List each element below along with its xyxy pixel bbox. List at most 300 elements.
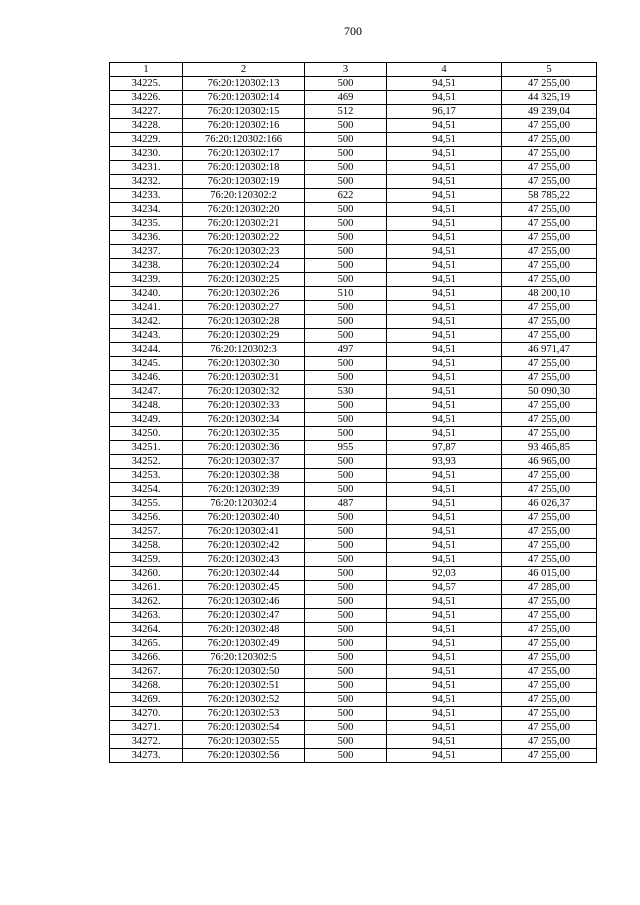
amount-cell: 47 255,00: [502, 357, 597, 371]
area-cell: 530: [305, 385, 387, 399]
table-row: [110, 525, 597, 539]
row-number-cell: 34265.: [110, 637, 183, 651]
column-header-4: 4: [387, 63, 502, 77]
table-row: [110, 637, 597, 651]
row-number-cell: 34245.: [110, 357, 183, 371]
column-header-5: 5: [502, 63, 597, 77]
cadastral-number-cell: 76:20:120302:4: [183, 497, 305, 511]
amount-cell: 46 015,00: [502, 567, 597, 581]
rate-cell: 94,51: [387, 735, 502, 749]
rate-cell: 94,51: [387, 329, 502, 343]
table-row: [110, 385, 597, 399]
table-row: [110, 455, 597, 469]
row-number-cell: 34269.: [110, 693, 183, 707]
cadastral-number-cell: 76:20:120302:46: [183, 595, 305, 609]
cadastral-number-cell: 76:20:120302:40: [183, 511, 305, 525]
rate-cell: 94,51: [387, 609, 502, 623]
table-row: [110, 343, 597, 357]
table-row: [110, 553, 597, 567]
area-cell: 500: [305, 525, 387, 539]
rate-cell: 94,51: [387, 623, 502, 637]
rate-cell: 94,51: [387, 553, 502, 567]
rate-cell: 94,51: [387, 413, 502, 427]
table-row: [110, 119, 597, 133]
amount-cell: 47 255,00: [502, 175, 597, 189]
area-cell: 500: [305, 301, 387, 315]
area-cell: 500: [305, 693, 387, 707]
table-row: [110, 133, 597, 147]
amount-cell: 47 255,00: [502, 273, 597, 287]
cadastral-number-cell: 76:20:120302:37: [183, 455, 305, 469]
area-cell: 500: [305, 623, 387, 637]
amount-cell: 47 255,00: [502, 217, 597, 231]
cadastral-number-cell: 76:20:120302:15: [183, 105, 305, 119]
amount-cell: 46 971,47: [502, 343, 597, 357]
cadastral-number-cell: 76:20:120302:45: [183, 581, 305, 595]
table-row: [110, 245, 597, 259]
cadastral-number-cell: 76:20:120302:56: [183, 749, 305, 763]
amount-cell: 47 255,00: [502, 301, 597, 315]
table-row: [110, 469, 597, 483]
amount-cell: 47 255,00: [502, 539, 597, 553]
amount-cell: 47 255,00: [502, 147, 597, 161]
table-row: [110, 399, 597, 413]
area-cell: 622: [305, 189, 387, 203]
table-row: [110, 595, 597, 609]
row-number-cell: 34264.: [110, 623, 183, 637]
amount-cell: 47 255,00: [502, 679, 597, 693]
area-cell: 955: [305, 441, 387, 455]
area-cell: 500: [305, 749, 387, 763]
table-row: [110, 427, 597, 441]
rate-cell: 94,51: [387, 245, 502, 259]
area-cell: 500: [305, 553, 387, 567]
cadastral-number-cell: 76:20:120302:35: [183, 427, 305, 441]
row-number-cell: 34231.: [110, 161, 183, 175]
amount-cell: 47 255,00: [502, 637, 597, 651]
rate-cell: 94,51: [387, 189, 502, 203]
row-number-cell: 34242.: [110, 315, 183, 329]
rate-cell: 94,51: [387, 637, 502, 651]
amount-cell: 47 255,00: [502, 609, 597, 623]
table-row: [110, 749, 597, 763]
table-row: [110, 301, 597, 315]
area-cell: 500: [305, 161, 387, 175]
amount-cell: 47 255,00: [502, 749, 597, 763]
area-cell: 500: [305, 217, 387, 231]
cadastral-number-cell: 76:20:120302:17: [183, 147, 305, 161]
row-number-cell: 34241.: [110, 301, 183, 315]
rate-cell: 94,51: [387, 651, 502, 665]
table-row: [110, 287, 597, 301]
amount-cell: 47 255,00: [502, 371, 597, 385]
rate-cell: 94,51: [387, 203, 502, 217]
table-row: [110, 651, 597, 665]
area-cell: 500: [305, 175, 387, 189]
table-row: [110, 91, 597, 105]
area-cell: 500: [305, 735, 387, 749]
cadastral-number-cell: 76:20:120302:32: [183, 385, 305, 399]
rate-cell: 94,51: [387, 497, 502, 511]
rate-cell: 94,51: [387, 679, 502, 693]
cadastral-number-cell: 76:20:120302:41: [183, 525, 305, 539]
amount-cell: 47 255,00: [502, 525, 597, 539]
amount-cell: 47 255,00: [502, 161, 597, 175]
amount-cell: 47 255,00: [502, 203, 597, 217]
rate-cell: 94,51: [387, 385, 502, 399]
row-number-cell: 34272.: [110, 735, 183, 749]
amount-cell: 47 255,00: [502, 231, 597, 245]
area-cell: 500: [305, 609, 387, 623]
cadastral-number-cell: 76:20:120302:33: [183, 399, 305, 413]
data-table: [109, 62, 597, 763]
rate-cell: 96,17: [387, 105, 502, 119]
cadastral-number-cell: 76:20:120302:166: [183, 133, 305, 147]
rate-cell: 94,57: [387, 581, 502, 595]
table-row: [110, 413, 597, 427]
row-number-cell: 34244.: [110, 343, 183, 357]
cadastral-number-cell: 76:20:120302:52: [183, 693, 305, 707]
column-header-2: 2: [183, 63, 305, 77]
amount-cell: 47 255,00: [502, 77, 597, 91]
cadastral-number-cell: 76:20:120302:14: [183, 91, 305, 105]
area-cell: 500: [305, 371, 387, 385]
table-row: [110, 147, 597, 161]
area-cell: 500: [305, 637, 387, 651]
table-row: [110, 371, 597, 385]
cadastral-number-cell: 76:20:120302:42: [183, 539, 305, 553]
area-cell: 500: [305, 329, 387, 343]
row-number-cell: 34248.: [110, 399, 183, 413]
area-cell: 500: [305, 399, 387, 413]
row-number-cell: 34256.: [110, 511, 183, 525]
rate-cell: 94,51: [387, 343, 502, 357]
table-row: [110, 567, 597, 581]
row-number-cell: 34271.: [110, 721, 183, 735]
area-cell: 500: [305, 133, 387, 147]
rate-cell: 94,51: [387, 301, 502, 315]
table-row: [110, 441, 597, 455]
amount-cell: 47 255,00: [502, 133, 597, 147]
rate-cell: 94,51: [387, 483, 502, 497]
rate-cell: 94,51: [387, 749, 502, 763]
area-cell: 500: [305, 147, 387, 161]
row-number-cell: 34263.: [110, 609, 183, 623]
cadastral-number-cell: 76:20:120302:25: [183, 273, 305, 287]
amount-cell: 47 255,00: [502, 399, 597, 413]
amount-cell: 47 255,00: [502, 623, 597, 637]
table-row: [110, 609, 597, 623]
table-row: [110, 357, 597, 371]
table-row: [110, 161, 597, 175]
table-row: [110, 721, 597, 735]
rate-cell: 94,51: [387, 665, 502, 679]
table-row: [110, 623, 597, 637]
page-number: 700: [344, 24, 362, 38]
cadastral-number-cell: 76:20:120302:55: [183, 735, 305, 749]
area-cell: 500: [305, 581, 387, 595]
table-body: [110, 77, 597, 763]
cadastral-number-cell: 76:20:120302:2: [183, 189, 305, 203]
cadastral-number-cell: 76:20:120302:18: [183, 161, 305, 175]
cadastral-number-cell: 76:20:120302:48: [183, 623, 305, 637]
row-number-cell: 34230.: [110, 147, 183, 161]
rate-cell: 94,51: [387, 259, 502, 273]
table-row: [110, 735, 597, 749]
row-number-cell: 34253.: [110, 469, 183, 483]
rate-cell: 94,51: [387, 91, 502, 105]
row-number-cell: 34249.: [110, 413, 183, 427]
column-header-3: 3: [305, 63, 387, 77]
cadastral-number-cell: 76:20:120302:21: [183, 217, 305, 231]
rate-cell: 94,51: [387, 77, 502, 91]
amount-cell: 46 965,00: [502, 455, 597, 469]
cadastral-number-cell: 76:20:120302:44: [183, 567, 305, 581]
rate-cell: 94,51: [387, 707, 502, 721]
amount-cell: 47 255,00: [502, 665, 597, 679]
table-row: [110, 665, 597, 679]
table-row: [110, 77, 597, 91]
table-row: [110, 175, 597, 189]
row-number-cell: 34255.: [110, 497, 183, 511]
row-number-cell: 34227.: [110, 105, 183, 119]
area-cell: 497: [305, 343, 387, 357]
row-number-cell: 34243.: [110, 329, 183, 343]
area-cell: 500: [305, 469, 387, 483]
cadastral-number-cell: 76:20:120302:47: [183, 609, 305, 623]
cadastral-number-cell: 76:20:120302:3: [183, 343, 305, 357]
cadastral-number-cell: 76:20:120302:13: [183, 77, 305, 91]
row-number-cell: 34234.: [110, 203, 183, 217]
area-cell: 500: [305, 77, 387, 91]
row-number-cell: 34228.: [110, 119, 183, 133]
amount-cell: 47 255,00: [502, 119, 597, 133]
row-number-cell: 34266.: [110, 651, 183, 665]
amount-cell: 47 255,00: [502, 735, 597, 749]
row-number-cell: 34251.: [110, 441, 183, 455]
amount-cell: 93 465,85: [502, 441, 597, 455]
amount-cell: 49 239,04: [502, 105, 597, 119]
rate-cell: 92,03: [387, 567, 502, 581]
amount-cell: 44 325,19: [502, 91, 597, 105]
rate-cell: 94,51: [387, 287, 502, 301]
table-row: [110, 273, 597, 287]
amount-cell: 47 255,00: [502, 595, 597, 609]
row-number-cell: 34239.: [110, 273, 183, 287]
row-number-cell: 34257.: [110, 525, 183, 539]
row-number-cell: 34240.: [110, 287, 183, 301]
row-number-cell: 34260.: [110, 567, 183, 581]
area-cell: 500: [305, 595, 387, 609]
amount-cell: 47 255,00: [502, 427, 597, 441]
area-cell: 510: [305, 287, 387, 301]
row-number-cell: 34229.: [110, 133, 183, 147]
amount-cell: 47 255,00: [502, 721, 597, 735]
area-cell: 500: [305, 679, 387, 693]
rate-cell: 94,51: [387, 217, 502, 231]
amount-cell: 48 200,10: [502, 287, 597, 301]
rate-cell: 93,93: [387, 455, 502, 469]
amount-cell: 47 255,00: [502, 707, 597, 721]
table-row: [110, 259, 597, 273]
area-cell: 500: [305, 119, 387, 133]
cadastral-number-cell: 76:20:120302:34: [183, 413, 305, 427]
column-header-1: 1: [110, 63, 183, 77]
table-row: [110, 315, 597, 329]
area-cell: 500: [305, 539, 387, 553]
amount-cell: 47 255,00: [502, 693, 597, 707]
table-row: [110, 539, 597, 553]
cadastral-number-cell: 76:20:120302:50: [183, 665, 305, 679]
rate-cell: 94,51: [387, 427, 502, 441]
cadastral-number-cell: 76:20:120302:31: [183, 371, 305, 385]
amount-cell: 47 255,00: [502, 469, 597, 483]
table-row: [110, 105, 597, 119]
area-cell: 500: [305, 427, 387, 441]
rate-cell: 94,51: [387, 511, 502, 525]
cadastral-number-cell: 76:20:120302:22: [183, 231, 305, 245]
cadastral-number-cell: 76:20:120302:27: [183, 301, 305, 315]
amount-cell: 47 255,00: [502, 259, 597, 273]
rate-cell: 94,51: [387, 315, 502, 329]
area-cell: 500: [305, 455, 387, 469]
rate-cell: 94,51: [387, 721, 502, 735]
row-number-cell: 34259.: [110, 553, 183, 567]
rate-cell: 94,51: [387, 133, 502, 147]
table-row: [110, 679, 597, 693]
row-number-cell: 34270.: [110, 707, 183, 721]
cadastral-number-cell: 76:20:120302:54: [183, 721, 305, 735]
cadastral-number-cell: 76:20:120302:19: [183, 175, 305, 189]
row-number-cell: 34237.: [110, 245, 183, 259]
rate-cell: 94,51: [387, 175, 502, 189]
cadastral-number-cell: 76:20:120302:26: [183, 287, 305, 301]
area-cell: 500: [305, 245, 387, 259]
cadastral-number-cell: 76:20:120302:39: [183, 483, 305, 497]
rate-cell: 94,51: [387, 147, 502, 161]
cadastral-number-cell: 76:20:120302:49: [183, 637, 305, 651]
table-row: [110, 483, 597, 497]
amount-cell: 47 255,00: [502, 315, 597, 329]
rate-cell: 94,51: [387, 231, 502, 245]
row-number-cell: 34267.: [110, 665, 183, 679]
area-cell: 500: [305, 651, 387, 665]
amount-cell: 47 255,00: [502, 553, 597, 567]
cadastral-number-cell: 76:20:120302:20: [183, 203, 305, 217]
amount-cell: 47 255,00: [502, 483, 597, 497]
rate-cell: 94,51: [387, 399, 502, 413]
area-cell: 500: [305, 203, 387, 217]
cadastral-number-cell: 76:20:120302:23: [183, 245, 305, 259]
rate-cell: 94,51: [387, 119, 502, 133]
row-number-cell: 34268.: [110, 679, 183, 693]
area-cell: 500: [305, 707, 387, 721]
amount-cell: 50 090,30: [502, 385, 597, 399]
cadastral-number-cell: 76:20:120302:51: [183, 679, 305, 693]
row-number-cell: 34236.: [110, 231, 183, 245]
row-number-cell: 34262.: [110, 595, 183, 609]
area-cell: 500: [305, 231, 387, 245]
cadastral-number-cell: 76:20:120302:29: [183, 329, 305, 343]
row-number-cell: 34247.: [110, 385, 183, 399]
amount-cell: 47 255,00: [502, 245, 597, 259]
rate-cell: 94,51: [387, 693, 502, 707]
table-row: [110, 693, 597, 707]
area-cell: 500: [305, 273, 387, 287]
table-header: [110, 63, 597, 77]
row-number-cell: 34250.: [110, 427, 183, 441]
table-row: [110, 203, 597, 217]
row-number-cell: 34273.: [110, 749, 183, 763]
row-number-cell: 34254.: [110, 483, 183, 497]
row-number-cell: 34226.: [110, 91, 183, 105]
rate-cell: 94,51: [387, 525, 502, 539]
area-cell: 500: [305, 259, 387, 273]
row-number-cell: 34258.: [110, 539, 183, 553]
amount-cell: 46 026,37: [502, 497, 597, 511]
cadastral-number-cell: 76:20:120302:43: [183, 553, 305, 567]
table-row: [110, 329, 597, 343]
rate-cell: 94,51: [387, 469, 502, 483]
area-cell: 500: [305, 721, 387, 735]
cadastral-number-cell: 76:20:120302:28: [183, 315, 305, 329]
row-number-cell: 34246.: [110, 371, 183, 385]
area-cell: 500: [305, 357, 387, 371]
amount-cell: 47 255,00: [502, 511, 597, 525]
area-cell: 500: [305, 413, 387, 427]
table-row: [110, 189, 597, 203]
cadastral-number-cell: 76:20:120302:36: [183, 441, 305, 455]
amount-cell: 47 255,00: [502, 329, 597, 343]
row-number-cell: 34238.: [110, 259, 183, 273]
row-number-cell: 34225.: [110, 77, 183, 91]
row-number-cell: 34261.: [110, 581, 183, 595]
table-row: [110, 231, 597, 245]
row-number-cell: 34232.: [110, 175, 183, 189]
row-number-cell: 34252.: [110, 455, 183, 469]
header-row: [110, 63, 597, 77]
table-row: [110, 581, 597, 595]
table-row: [110, 217, 597, 231]
amount-cell: 47 285,00: [502, 581, 597, 595]
table-row: [110, 497, 597, 511]
area-cell: 487: [305, 497, 387, 511]
amount-cell: 58 785,22: [502, 189, 597, 203]
cadastral-number-cell: 76:20:120302:16: [183, 119, 305, 133]
cadastral-number-cell: 76:20:120302:38: [183, 469, 305, 483]
cadastral-number-cell: 76:20:120302:5: [183, 651, 305, 665]
row-number-cell: 34233.: [110, 189, 183, 203]
table-row: [110, 707, 597, 721]
area-cell: 500: [305, 315, 387, 329]
rate-cell: 94,51: [387, 595, 502, 609]
amount-cell: 47 255,00: [502, 651, 597, 665]
area-cell: 500: [305, 567, 387, 581]
rate-cell: 94,51: [387, 273, 502, 287]
rate-cell: 97,87: [387, 441, 502, 455]
cadastral-number-cell: 76:20:120302:53: [183, 707, 305, 721]
area-cell: 500: [305, 511, 387, 525]
rate-cell: 94,51: [387, 539, 502, 553]
rate-cell: 94,51: [387, 161, 502, 175]
rate-cell: 94,51: [387, 371, 502, 385]
area-cell: 469: [305, 91, 387, 105]
rate-cell: 94,51: [387, 357, 502, 371]
amount-cell: 47 255,00: [502, 413, 597, 427]
area-cell: 500: [305, 665, 387, 679]
row-number-cell: 34235.: [110, 217, 183, 231]
table-row: [110, 511, 597, 525]
